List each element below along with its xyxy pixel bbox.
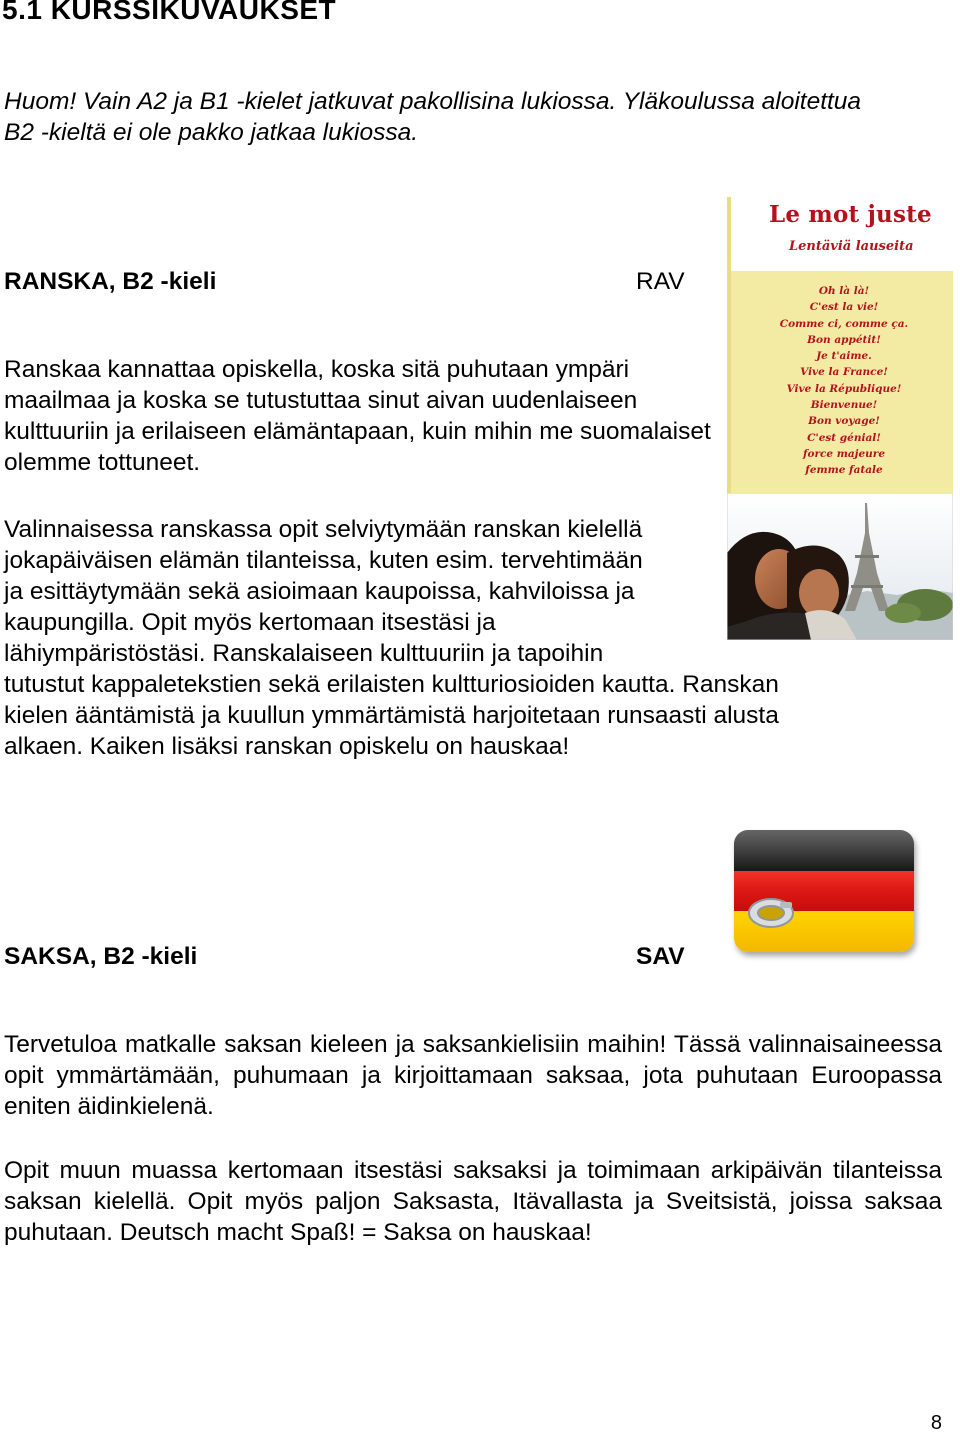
poster-phrase: femme fatale — [805, 464, 883, 477]
french-p2-line: Valinnaisessa ranskassa opit selviytymään ranskan kielellä — [4, 516, 643, 543]
poster-title: Le mot juste — [769, 201, 932, 228]
french-code: RAV — [636, 268, 685, 295]
german-flag-image — [734, 830, 914, 963]
poster-phrase: Oh là là! — [818, 285, 870, 297]
french-p2-line: kaupungilla. Opit myös kertomaan itsestäsi ja — [4, 609, 496, 636]
german-paragraph-2: Opit muun muassa kertomaan itsestäsi saksaksi ja toimimaan arkipäivän tilanteissa saksan kielellä. Opit myös paljon Saksasta, Itävallasta ja Sveitsistä, joissa saksaa puhutaan. Deutsch macht Spaß! = Saksa on hauskaa! — [4, 1157, 942, 1246]
poster-phrase: force majeure — [802, 447, 886, 460]
french-p2-line: alkaen. Kaiken lisäksi ranskan opiskelu on hauskaa! — [4, 733, 570, 760]
german-paragraph-1: Tervetuloa matkalle saksan kieleen ja saksankielisiin maihin! Tässä valinnaisaineessa opit ymmärtämään, puhumaan ja kirjoittamaan saksaa, jota puhutaan Euroopassa eniten äidinkielenä. — [4, 1031, 942, 1120]
poster-phrase: Vive la France! — [800, 366, 888, 379]
poster-phrase: Vive la République! — [786, 382, 902, 395]
german-code: SAV — [636, 943, 685, 970]
can-pull-tab-icon — [744, 894, 798, 932]
french-poster-image — [727, 197, 953, 640]
poster-phrase: C'est génial! — [807, 431, 881, 444]
poster-phrase: Bienvenue! — [810, 399, 878, 412]
french-p2-line: lähiympäristöstäsi. Ranskalaiseen kulttuuriin ja tapoihin — [4, 640, 604, 667]
poster-phrase: Je t'aime. — [816, 350, 872, 363]
german-heading: SAKSA, B2 -kieli — [4, 943, 198, 970]
poster-phrase: Comme ci, comme ça. — [779, 317, 909, 330]
french-paragraph-1: Ranskaa kannattaa opiskella, koska sitä puhutaan ympäri maailmaa ja koska se tutustuttaa sinut aivan uudenlaiseen kulttuuriin ja erilaiseen elämäntapaan, kuin mihin me suomalaiset olemme tottuneet. — [4, 356, 711, 476]
poster-subtitle: Lentäviä lauseita — [789, 239, 914, 254]
section-title: 5.1 KURSSIKUVAUKSET — [2, 0, 337, 25]
french-p2-line: kielen ääntämistä ja kuullun ymmärtämistä harjoitetaan runsaasti alusta — [4, 702, 779, 729]
french-heading: RANSKA, B2 -kieli — [4, 268, 217, 295]
page-number: 8 — [930, 1412, 942, 1434]
note-text: Huom! Vain A2 ja B1 -kielet jatkuvat pakollisina lukiossa. Yläkoulussa aloitettua B2 -kieltä ei ole pakko jatkaa lukiossa. — [4, 88, 862, 146]
french-p2-line: ja esittäytymään sekä asioimaan kaupoissa, kahviloissa ja — [4, 578, 635, 605]
poster-phrase: C'est la vie! — [809, 301, 879, 314]
paris-couple-photo — [727, 493, 953, 640]
poster-phrase: Bon voyage! — [808, 415, 880, 428]
french-p2-line: tutustut kappaletekstien sekä erilaisten kultturiosioiden kautta. Ranskan — [4, 671, 779, 698]
french-p2-line: jokapäiväisen elämän tilanteissa, kuten esim. tervehtimään — [4, 547, 643, 574]
poster-phrase: Bon appétit! — [807, 333, 881, 346]
poster-card — [727, 197, 953, 493]
poster-phrase-list — [731, 283, 953, 479]
